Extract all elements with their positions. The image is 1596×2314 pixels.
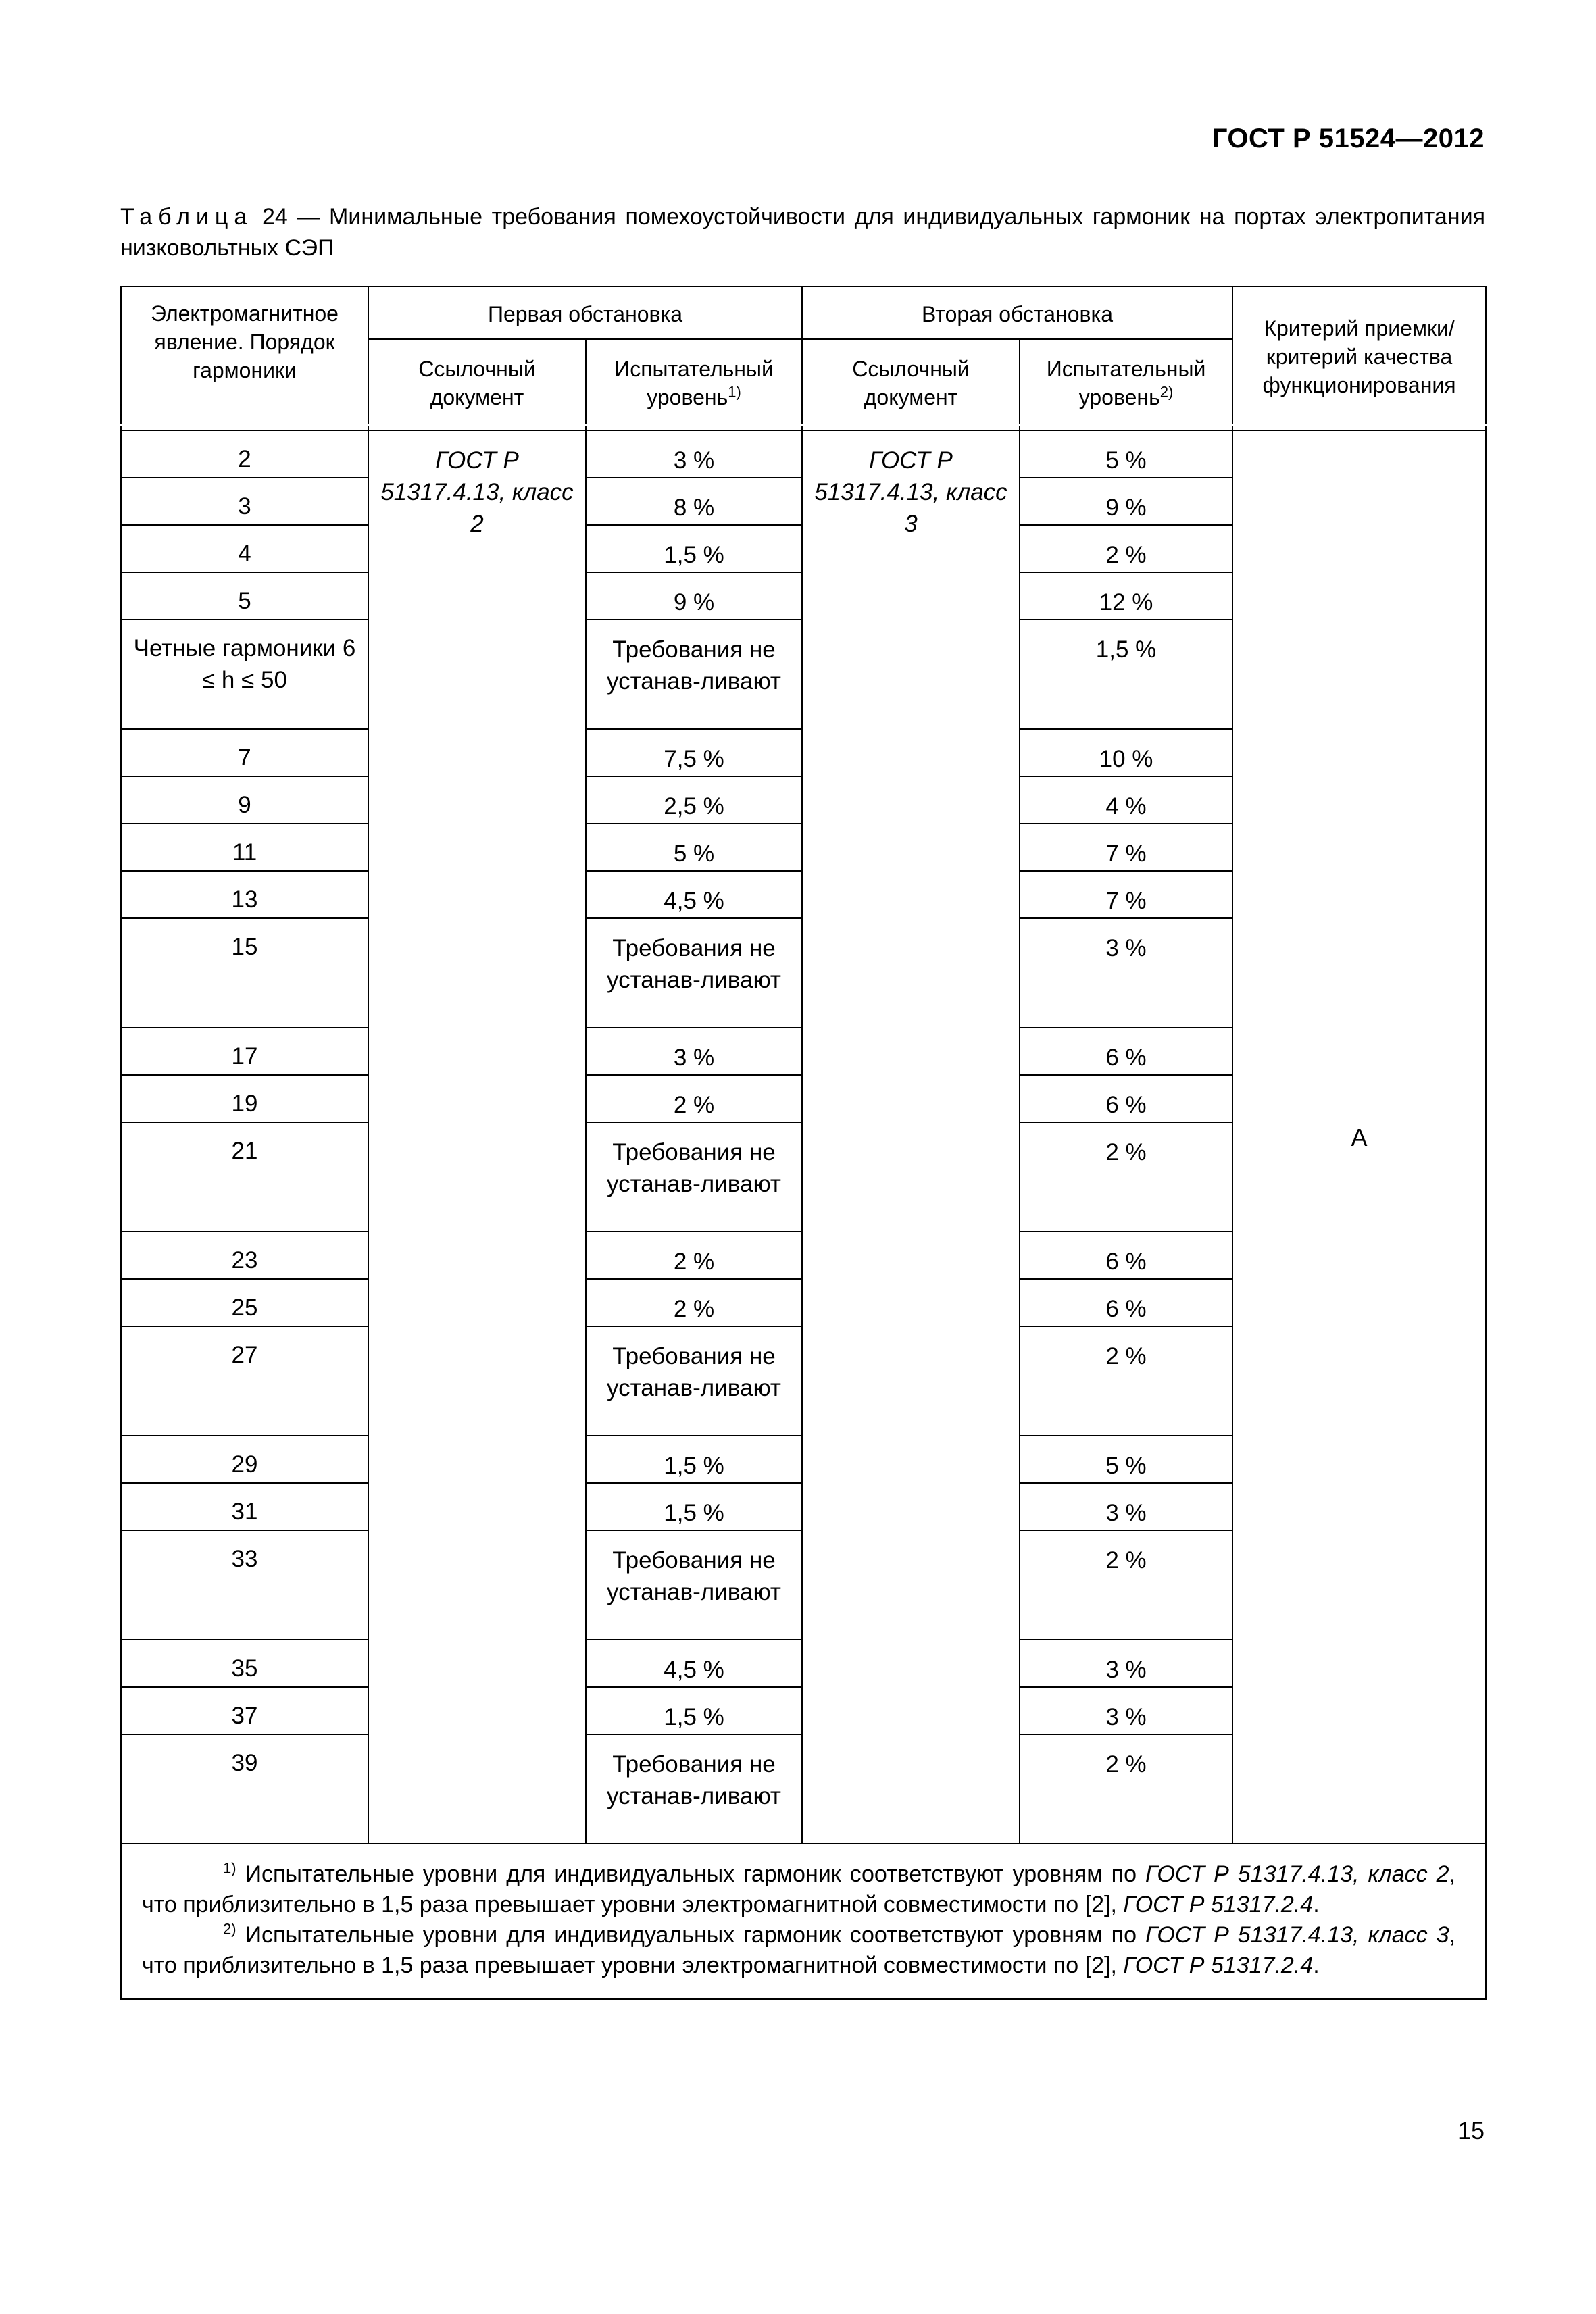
first-test-level: Требования не устанав-ливают	[586, 1530, 802, 1640]
first-test-level: 2 %	[586, 1075, 802, 1122]
second-test-level: 2 %	[1020, 1326, 1232, 1436]
harmonic-order: 9	[121, 776, 368, 824]
note-1-mark: 1)	[223, 1859, 236, 1877]
first-test-level: Требования не устанав-ливают	[586, 1326, 802, 1436]
second-test-level: 2 %	[1020, 525, 1232, 572]
header-phenomenon: Электромагнитное явление. Порядок гармоники	[121, 286, 368, 425]
first-test-level: 2 %	[586, 1279, 802, 1326]
header-second-ref-doc: Ссылочный документ	[802, 339, 1020, 425]
separator-cell	[1020, 425, 1232, 430]
second-test-level: 3 %	[1020, 1640, 1232, 1687]
second-test-level: 3 %	[1020, 918, 1232, 1028]
second-test-level: 9 %	[1020, 478, 1232, 525]
harmonic-order: 21	[121, 1122, 368, 1232]
first-test-level: 4,5 %	[586, 1640, 802, 1687]
table-row	[121, 430, 1486, 478]
first-test-level: 4,5 %	[586, 871, 802, 918]
first-test-level: 1,5 %	[586, 1687, 802, 1734]
first-test-level: 9 %	[586, 572, 802, 620]
second-test-level: 5 %	[1020, 1436, 1232, 1483]
harmonic-order: 35	[121, 1640, 368, 1687]
first-test-level: Требования не устанав-ливают	[586, 1122, 802, 1232]
second-test-level: 7 %	[1020, 824, 1232, 871]
first-test-level: 1,5 %	[586, 1436, 802, 1483]
second-test-level: 6 %	[1020, 1279, 1232, 1326]
first-test-level: 8 %	[586, 478, 802, 525]
header-criterion: Критерий приемки/ критерий качества функционирования	[1232, 286, 1486, 425]
harmonic-order: 15	[121, 918, 368, 1028]
second-test-level: 3 %	[1020, 1687, 1232, 1734]
second-test-level: 6 %	[1020, 1028, 1232, 1075]
note-1-text-cont: , что приблизительно в 1,5 раза превышает уровни электромагнитной совместимости по [2],	[142, 1861, 1456, 1917]
header-first-ref-doc: Ссылочный документ	[368, 339, 586, 425]
second-test-level: 4 %	[1020, 776, 1232, 824]
harmonic-order: 3	[121, 478, 368, 525]
note-1-standard: ГОСТ Р 51317.2.4	[1123, 1892, 1314, 1917]
harmonic-order: 2	[121, 430, 368, 478]
note-2	[142, 1920, 1455, 1981]
note-1-text: Испытательные уровни для индивидуальных гармоник соответствуют уровням по	[245, 1861, 1137, 1887]
first-test-level: 1,5 %	[586, 525, 802, 572]
harmonic-order: 19	[121, 1075, 368, 1122]
header-first-test-level	[586, 339, 802, 425]
second-test-level: 6 %	[1020, 1232, 1232, 1279]
note-1	[142, 1859, 1455, 1920]
harmonic-order: 13	[121, 871, 368, 918]
header-first-environment: Первая обстановка	[368, 286, 802, 339]
second-test-level: 6 %	[1020, 1075, 1232, 1122]
separator-cell	[802, 425, 1020, 430]
harmonic-order: 7	[121, 729, 368, 776]
harmonic-order: 27	[121, 1326, 368, 1436]
second-test-level: 5 %	[1020, 430, 1232, 478]
first-test-level: 5 %	[586, 824, 802, 871]
header-second-test-level	[1020, 339, 1232, 425]
harmonics-table	[120, 286, 1487, 2000]
footnote-1-mark: 1)	[728, 383, 741, 401]
harmonic-order: Четные гармоники 6 ≤ h ≤ 50	[121, 620, 368, 729]
header-second-environment: Вторая обстановка	[802, 286, 1232, 339]
second-test-level: 2 %	[1020, 1122, 1232, 1232]
header-separator	[121, 425, 1486, 430]
second-test-level: 2 %	[1020, 1530, 1232, 1640]
harmonic-order: 33	[121, 1530, 368, 1640]
harmonic-order: 25	[121, 1279, 368, 1326]
first-test-level: 3 %	[586, 1028, 802, 1075]
note-1-end: .	[1313, 1892, 1320, 1917]
note-2-text: Испытательные уровни для индивидуальных гармоник соответствуют уровням по	[245, 1922, 1137, 1948]
separator-cell	[368, 425, 586, 430]
first-ref-document: ГОСТ Р 51317.4.13, класс 2	[368, 430, 586, 1844]
second-test-level: 10 %	[1020, 729, 1232, 776]
note-2-reference: ГОСТ Р 51317.4.13, класс 3	[1145, 1922, 1449, 1948]
standard-number: ГОСТ Р 51524—2012	[1212, 124, 1485, 153]
first-test-level: 2 %	[586, 1232, 802, 1279]
note-2-end: .	[1313, 1953, 1320, 1978]
first-test-level: 2,5 %	[586, 776, 802, 824]
second-test-level: 7 %	[1020, 871, 1232, 918]
first-test-level: 3 %	[586, 430, 802, 478]
table-body	[121, 430, 1486, 1844]
harmonic-order: 23	[121, 1232, 368, 1279]
harmonic-order: 29	[121, 1436, 368, 1483]
first-test-level: Требования не устанав-ливают	[586, 620, 802, 729]
note-2-text-cont: , что приблизительно в 1,5 раза превышает уровни электромагнитной совместимости по [2],	[142, 1922, 1456, 1978]
note-2-mark: 2)	[223, 1920, 236, 1938]
page-number: 15	[1457, 2117, 1485, 2144]
harmonic-order: 5	[121, 572, 368, 620]
second-test-level: 3 %	[1020, 1483, 1232, 1530]
first-test-level: Требования не устанав-ливают	[586, 1734, 802, 1844]
separator-cell	[121, 425, 368, 430]
second-ref-document: ГОСТ Р 51317.4.13, класс 3	[802, 430, 1020, 1844]
harmonic-order: 37	[121, 1687, 368, 1734]
first-test-level: Требования не устанав-ливают	[586, 918, 802, 1028]
footnote-2-mark: 2)	[1159, 383, 1174, 401]
caption-label: Таблица	[120, 204, 253, 230]
test-level-label: Испытательный уровень	[1046, 357, 1206, 409]
harmonic-order: 4	[121, 525, 368, 572]
caption-number: 24	[261, 204, 288, 230]
separator-cell	[586, 425, 802, 430]
second-test-level: 2 %	[1020, 1734, 1232, 1844]
caption-text: — Минимальные требования помехоустойчивости для индивидуальных гармоник на портах электропитания низковольтных СЭП	[120, 204, 1485, 261]
table-caption	[120, 201, 1485, 263]
table-notes	[121, 1844, 1486, 1999]
test-level-label: Испытательный уровень	[614, 357, 774, 409]
criterion-value: А	[1232, 430, 1486, 1844]
first-test-level: 7,5 %	[586, 729, 802, 776]
harmonic-order: 31	[121, 1483, 368, 1530]
harmonic-order: 11	[121, 824, 368, 871]
first-test-level: 1,5 %	[586, 1483, 802, 1530]
second-test-level: 1,5 %	[1020, 620, 1232, 729]
harmonic-order: 39	[121, 1734, 368, 1844]
note-1-reference: ГОСТ Р 51317.4.13, класс 2	[1145, 1861, 1449, 1887]
note-2-standard: ГОСТ Р 51317.2.4	[1123, 1953, 1314, 1978]
second-test-level: 12 %	[1020, 572, 1232, 620]
harmonic-order: 17	[121, 1028, 368, 1075]
separator-cell	[1232, 425, 1486, 430]
